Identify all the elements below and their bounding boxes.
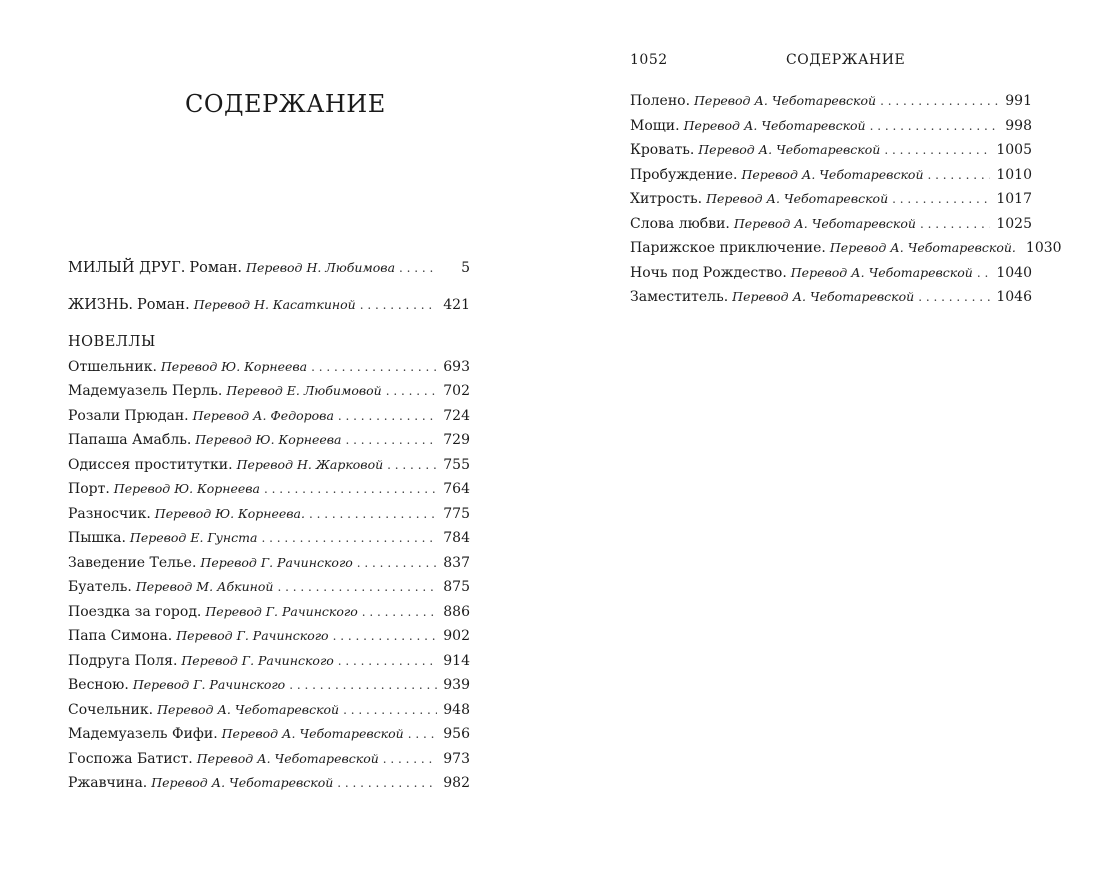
- dot-leader: [870, 114, 1000, 139]
- dot-leader: [264, 477, 437, 502]
- toc-entry: [68, 600, 470, 625]
- dot-leader: [360, 293, 438, 318]
- entry-title: Слова любви.: [630, 215, 730, 232]
- entry-translator: Перевод А. Федорова: [192, 407, 334, 423]
- entry-page-number: 1046: [996, 289, 1032, 305]
- entry-translator: Перевод Г. Рачинского: [176, 628, 329, 643]
- toc-entry: [68, 747, 470, 772]
- entry-translator: Перевод А. Чеботаревской: [698, 142, 881, 157]
- entry-genre: Роман.: [137, 297, 190, 313]
- dot-leader: [309, 502, 437, 527]
- entry-translator: Перевод А. Чеботаревской: [221, 726, 404, 741]
- entry-page-number: 991: [1005, 93, 1032, 109]
- dot-leader: [338, 404, 437, 429]
- entry-translator: Перевод А. Чеботаревской.: [829, 240, 1016, 255]
- entry-title: Заместитель.: [630, 289, 729, 305]
- entry-translator: Перевод А. Чеботаревской: [741, 166, 924, 182]
- dot-leader: [343, 698, 437, 723]
- entry-title: Папаша Амабль.: [68, 432, 192, 448]
- dot-leader: [362, 600, 438, 625]
- entry-title: Ночь под Рождество.: [630, 264, 787, 281]
- toc-major-works: [68, 256, 470, 281]
- entry-title: Отшельник.: [68, 358, 157, 375]
- entry-page-number: 775: [443, 505, 470, 522]
- entry-title: Госпожа Батист.: [68, 750, 193, 767]
- entry-translator: Перевод Н. Касаткиной: [193, 297, 356, 312]
- entry-translator: Перевод А. Чеботаревской: [732, 289, 915, 304]
- entry-translator: Перевод Е. Любимовой: [226, 383, 382, 398]
- entry-title: ЖИЗНЬ.: [68, 297, 133, 313]
- dot-leader: [386, 379, 438, 404]
- toc-entry: [68, 502, 470, 527]
- entry-translator: Перевод А. Чеботаревской: [196, 750, 379, 766]
- entry-translator: Перевод А. Чеботаревской: [694, 93, 877, 108]
- entry-translator: Перевод А. Чеботаревской: [151, 775, 334, 790]
- toc-entry: [68, 477, 470, 502]
- toc-entry: [68, 624, 470, 649]
- toc-entry: [630, 89, 1032, 114]
- entry-page-number: 693: [443, 358, 470, 375]
- dot-leader: [918, 285, 990, 310]
- entry-page-number: 729: [443, 432, 470, 448]
- entry-page-number: 982: [443, 775, 470, 791]
- toc-entry: [68, 649, 470, 674]
- dot-leader: [977, 261, 991, 286]
- page-number: 1052: [630, 52, 668, 68]
- entry-page-number: 948: [443, 701, 470, 718]
- toc-entry: [68, 698, 470, 723]
- entry-page-number: 1030: [1025, 240, 1062, 256]
- toc-entry: [68, 453, 470, 478]
- entry-title: Одиссея проститутки.: [68, 456, 233, 473]
- toc-entry-major: [68, 256, 470, 281]
- entry-page-number: 1005: [996, 142, 1032, 158]
- section-heading: НОВЕЛЛЫ: [68, 334, 156, 350]
- entry-translator: Перевод Н. Жарковой: [236, 456, 384, 472]
- toc-entry: [630, 285, 1032, 310]
- toc-entry: [68, 771, 470, 796]
- entry-translator: Перевод А. Чеботаревской: [706, 191, 889, 206]
- toc-list: [630, 89, 1062, 310]
- entry-title: Буатель.: [68, 579, 132, 595]
- entry-page-number: 914: [443, 652, 470, 669]
- entry-page-number: 5: [461, 260, 470, 276]
- toc-entry: [68, 355, 470, 380]
- running-head-label: СОДЕРЖАНИЕ: [786, 52, 906, 68]
- entry-page-number: 702: [443, 383, 470, 399]
- toc-entry: [630, 114, 1032, 139]
- toc-entry: [68, 722, 470, 747]
- entry-translator: Перевод Ю. Корнеева: [113, 481, 261, 496]
- entry-page-number: 764: [443, 481, 470, 497]
- toc-entry: [68, 526, 470, 551]
- entry-title: Парижское приключение.: [630, 240, 826, 256]
- dot-leader: [357, 551, 437, 576]
- entry-page-number: 956: [443, 726, 470, 742]
- dot-leader: [399, 256, 438, 281]
- entry-translator: Перевод Ю. Корнеева.: [154, 505, 305, 521]
- entry-page-number: 973: [443, 750, 470, 767]
- entry-title: Весною.: [68, 677, 129, 693]
- toc-novellas: [68, 330, 470, 796]
- entry-translator: Перевод Е. Гунста: [129, 530, 258, 545]
- entry-translator: Перевод А. Чеботаревской: [157, 701, 340, 717]
- entry-translator: Перевод А. Чеботаревской: [683, 117, 866, 133]
- dot-leader: [892, 187, 990, 212]
- dot-leader: [346, 428, 438, 453]
- dot-leader: [920, 212, 990, 237]
- entry-page-number: 998: [1005, 117, 1032, 134]
- toc-entry: [630, 138, 1032, 163]
- toc-entry: [630, 261, 1032, 286]
- entry-title: Разносчик.: [68, 505, 151, 522]
- entry-page-number: 875: [443, 579, 470, 595]
- entry-title: Пышка.: [68, 530, 126, 546]
- entry-title: МИЛЫЙ ДРУГ.: [68, 260, 186, 276]
- dot-leader: [408, 722, 438, 747]
- dot-leader: [289, 673, 437, 698]
- entry-translator: Перевод Н. Любимова: [246, 260, 396, 275]
- right-page: [550, 0, 1100, 880]
- entry-translator: Перевод Г. Рачинского: [205, 603, 358, 619]
- entry-page-number: 837: [443, 554, 470, 571]
- entry-title: Пробуждение.: [630, 166, 738, 183]
- toc-entry: [630, 163, 1032, 188]
- entry-translator: Перевод Ю. Корнеева: [160, 358, 308, 374]
- entry-title: Заведение Телье.: [68, 554, 197, 571]
- entry-title: Ржавчина.: [68, 775, 148, 791]
- dot-leader: [880, 89, 999, 114]
- entry-page-number: 939: [443, 677, 470, 693]
- dot-leader: [338, 649, 437, 674]
- toc-entry: [68, 404, 470, 429]
- entry-page-number: 902: [443, 628, 470, 644]
- entry-title: Мощи.: [630, 117, 680, 134]
- toc-major-works-2: [68, 293, 470, 318]
- entry-title: Поездка за город.: [68, 603, 202, 620]
- entry-translator: Перевод Г. Рачинского: [132, 677, 286, 692]
- toc-list: [68, 355, 470, 796]
- toc-entry: [68, 428, 470, 453]
- entry-title: Кровать.: [630, 142, 695, 158]
- entry-translator: Перевод М. Абкиной: [135, 579, 274, 594]
- entry-page-number: 421: [443, 297, 470, 313]
- entry-title: Розали Прюдан.: [68, 407, 189, 424]
- dot-leader: [884, 138, 990, 163]
- entry-translator: Перевод А. Чеботаревской: [733, 215, 916, 231]
- toc-entry: [68, 575, 470, 600]
- entry-title: Хитрость.: [630, 191, 703, 207]
- toc-entry: [630, 212, 1032, 237]
- dot-leader: [383, 747, 437, 772]
- entry-page-number: 1025: [996, 215, 1032, 232]
- entry-page-number: 724: [443, 407, 470, 424]
- entry-genre: Роман.: [189, 260, 243, 276]
- entry-page-number: 886: [443, 603, 470, 620]
- dot-leader: [928, 163, 991, 188]
- entry-page-number: 755: [443, 456, 470, 473]
- entry-translator: Перевод Ю. Корнеева: [195, 432, 342, 447]
- entry-translator: Перевод Г. Рачинского: [181, 652, 334, 668]
- entry-page-number: 784: [443, 530, 470, 546]
- toc-entry: [630, 236, 1062, 261]
- entry-title: Папа Симона.: [68, 628, 173, 644]
- entry-title: Мадемуазель Фифи.: [68, 726, 218, 742]
- entry-title: Подруга Поля.: [68, 652, 178, 669]
- toc-entry: [630, 187, 1032, 212]
- entry-translator: Перевод Г. Рачинского: [200, 554, 353, 570]
- toc-entry: [68, 551, 470, 576]
- entry-page-number: 1017: [996, 191, 1032, 207]
- page-title: СОДЕРЖАНИЕ: [185, 90, 386, 118]
- entry-title: Сочельник.: [68, 701, 154, 718]
- toc-entry: [68, 379, 470, 404]
- entry-page-number: 1040: [996, 264, 1032, 281]
- entry-page-number: 1010: [996, 166, 1032, 183]
- dot-leader: [337, 771, 437, 796]
- dot-leader: [261, 526, 437, 551]
- toc-entry: [68, 673, 470, 698]
- toc-entry-major: [68, 293, 470, 318]
- entry-title: Мадемуазель Перль.: [68, 383, 223, 399]
- entry-title: Порт.: [68, 481, 110, 497]
- entry-translator: Перевод А. Чеботаревской: [790, 264, 973, 280]
- dot-leader: [387, 453, 437, 478]
- dot-leader: [311, 355, 437, 380]
- entry-title: Полено.: [630, 93, 691, 109]
- dot-leader: [277, 575, 437, 600]
- dot-leader: [333, 624, 438, 649]
